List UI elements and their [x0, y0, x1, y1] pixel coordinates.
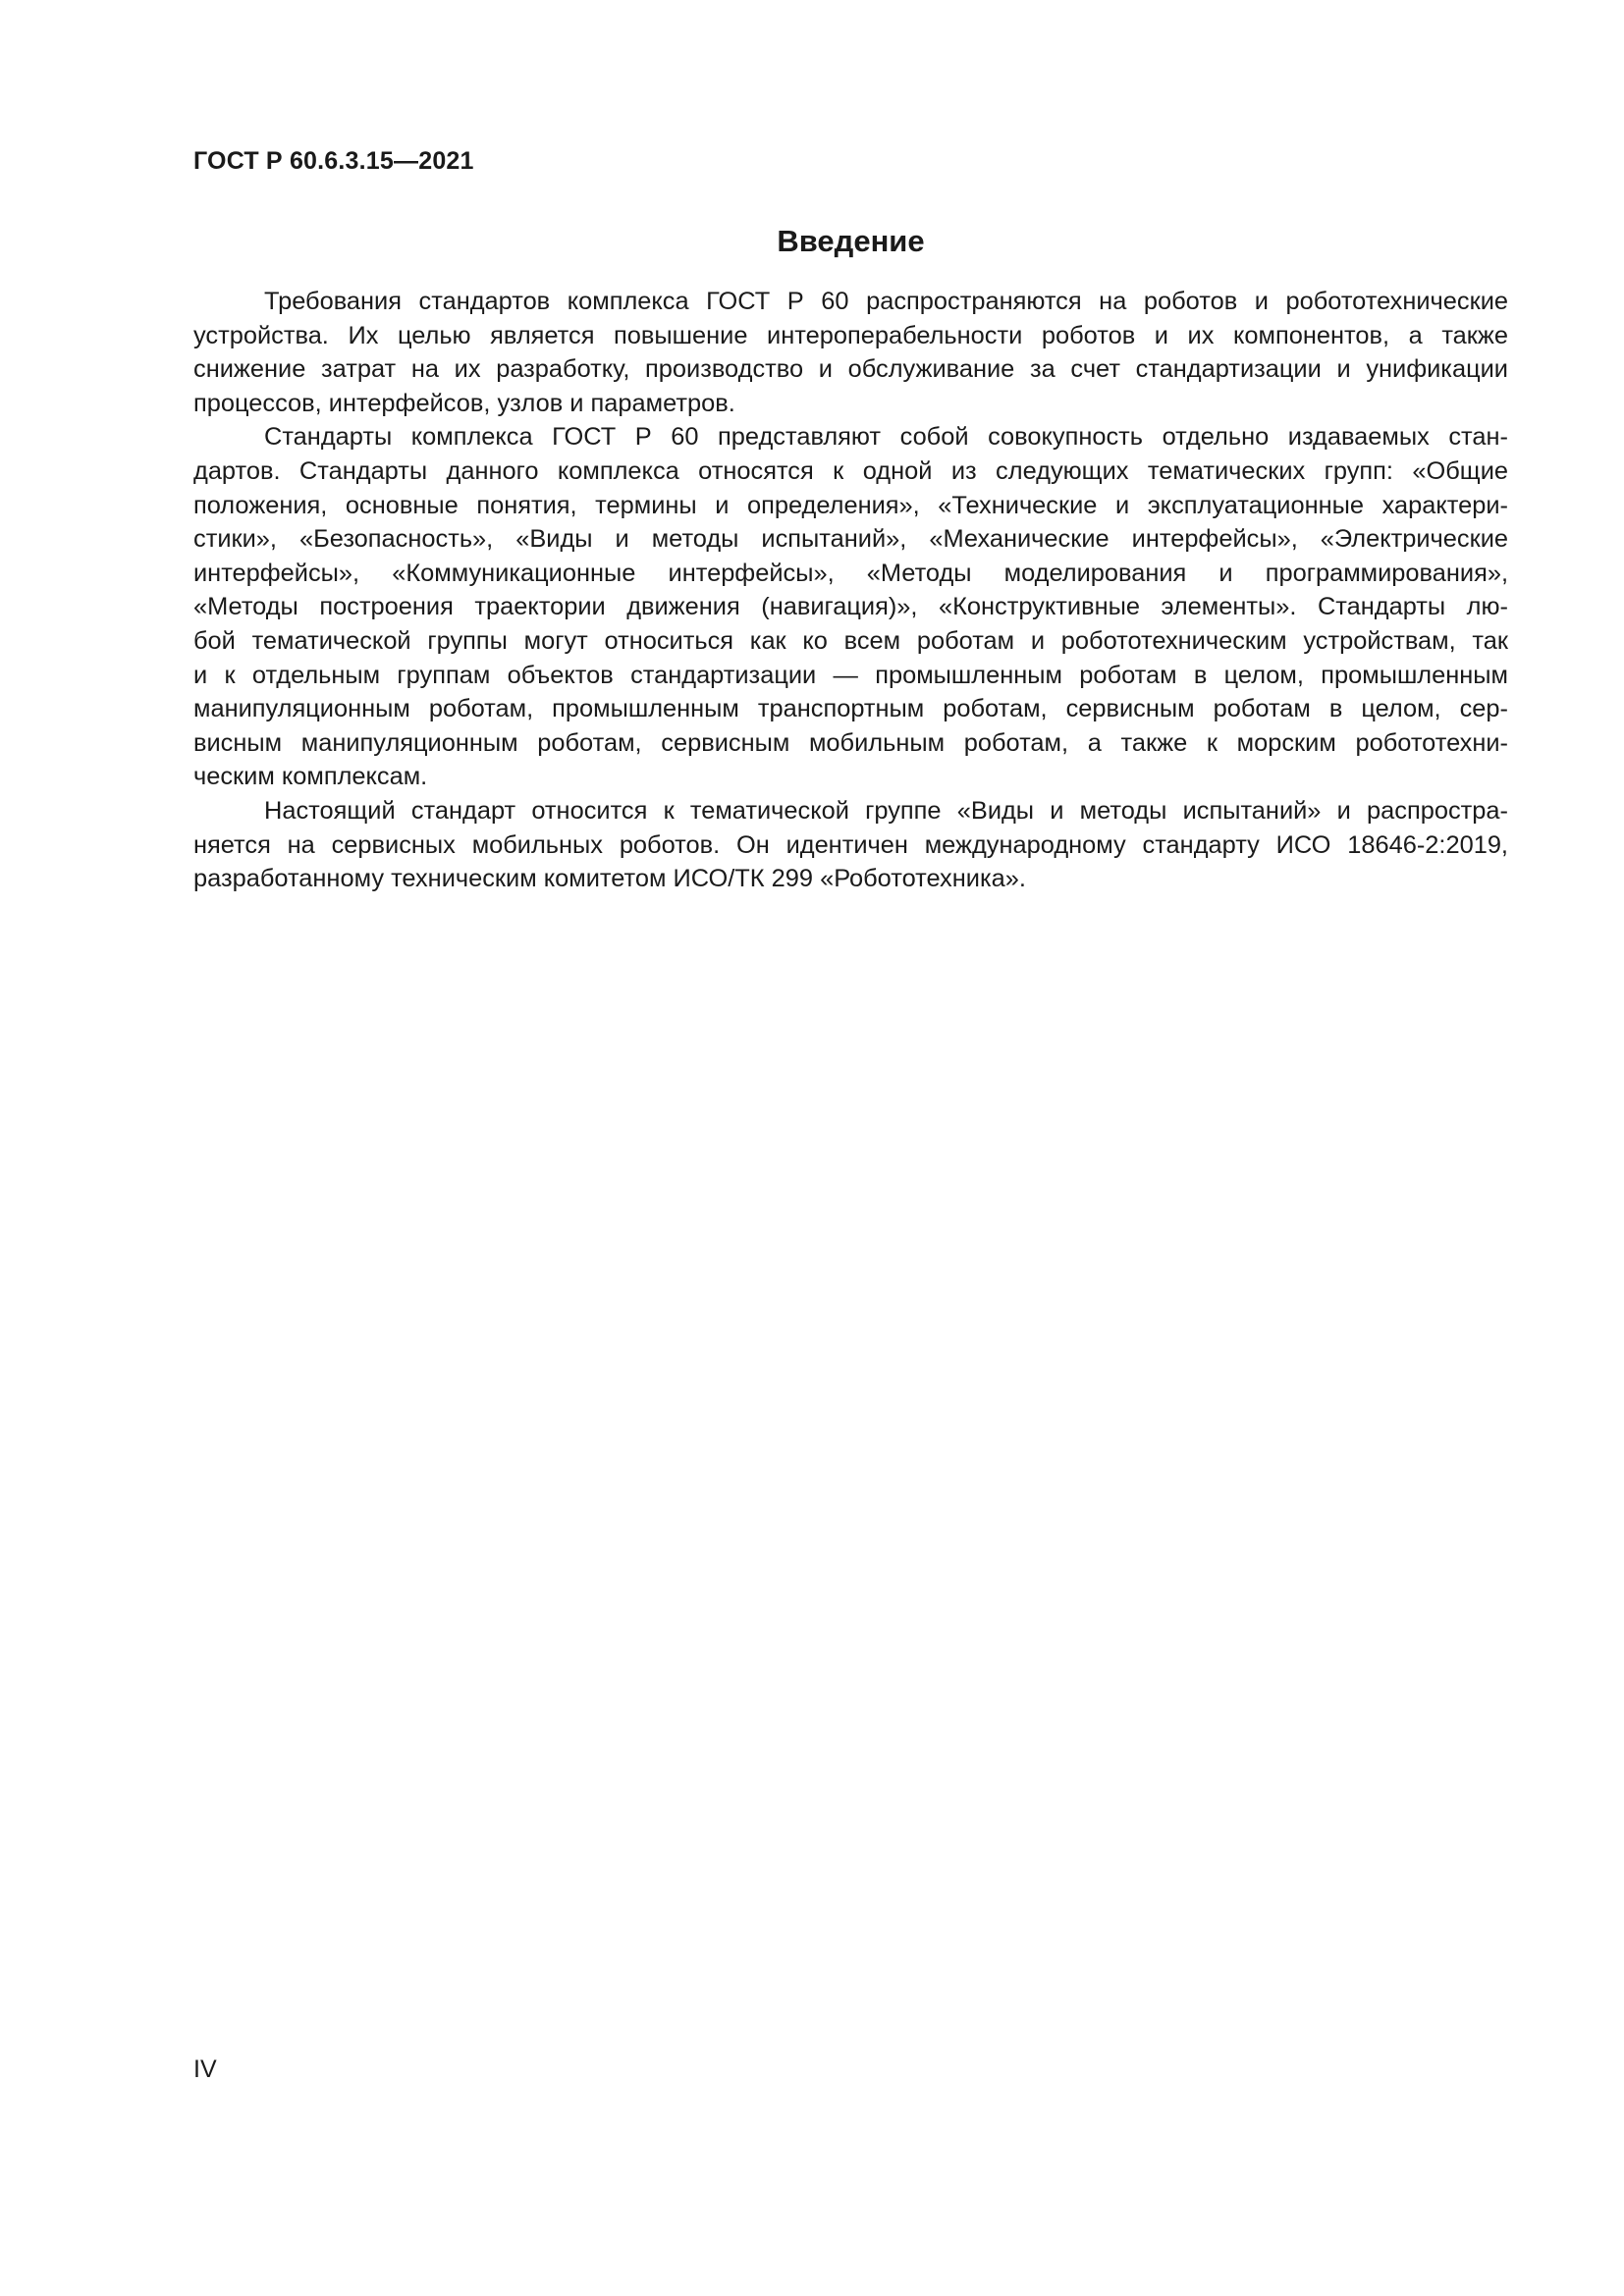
document-code: ГОСТ Р 60.6.3.15—2021 — [193, 147, 474, 175]
text-line: Стандарты комплекса ГОСТ Р 60 представляют собой совокупность отдельно издаваемых стан- — [264, 423, 1508, 452]
text-line: «Методы построения траектории движения (навигация)», «Конструктивные элементы». Стандарты лю- — [193, 593, 1508, 621]
text-line: снижение затрат на их разработку, производство и обслуживание за счет стандартизации и унификации — [193, 355, 1508, 384]
text-line: ческим комплексам. — [193, 763, 428, 791]
text-line: няется на сервисных мобильных роботов. Он идентичен международному стандарту ИСО 18646-2:2019, — [193, 830, 1508, 859]
paragraph — [193, 285, 1508, 420]
section-title: Введение — [777, 224, 925, 258]
text-line: бой тематической группы могут относиться как ко всем роботам и робототехническим устройствам, так — [193, 626, 1508, 655]
text-line: дартов. Стандарты данного комплекса относятся к одной из следующих тематических групп: «Общие — [193, 456, 1508, 485]
text-line: интерфейсы», «Коммуникационные интерфейсы», «Методы моделирования и программирования», — [193, 559, 1508, 587]
text-line: стики», «Безопасность», «Виды и методы испытаний», «Механические интерфейсы», «Электрические — [193, 525, 1508, 554]
text-line: манипуляционным роботам, промышленным транспортным роботам, сервисным роботам в целом, сер- — [193, 695, 1508, 723]
page-number: IV — [193, 2056, 217, 2083]
text-line: процессов, интерфейсов, узлов и параметров. — [193, 389, 735, 417]
document-body — [193, 285, 1508, 896]
text-line: висным манипуляционным роботам, сервисным мобильным роботам, а также к морским робототехни- — [193, 728, 1508, 757]
text-line: и к отдельным группам объектов стандартизации — промышленным роботам в целом, промышленным — [193, 661, 1508, 689]
text-line: положения, основные понятия, термины и определения», «Технические и эксплуатационные характери- — [193, 491, 1508, 519]
paragraph — [193, 794, 1508, 896]
text-line: Настоящий стандарт относится к тематической группе «Виды и методы испытаний» и распростра- — [264, 796, 1508, 825]
text-line: Требования стандартов комплекса ГОСТ Р 60 распространяются на роботов и робототехнические — [264, 288, 1508, 315]
paragraph — [193, 420, 1508, 794]
text-line: разработанному техническим комитетом ИСО/ТК 299 «Робототехника». — [193, 865, 1026, 893]
text-line: устройства. Их целью является повышение интероперабельности роботов и их компонентов, а также — [193, 321, 1508, 349]
